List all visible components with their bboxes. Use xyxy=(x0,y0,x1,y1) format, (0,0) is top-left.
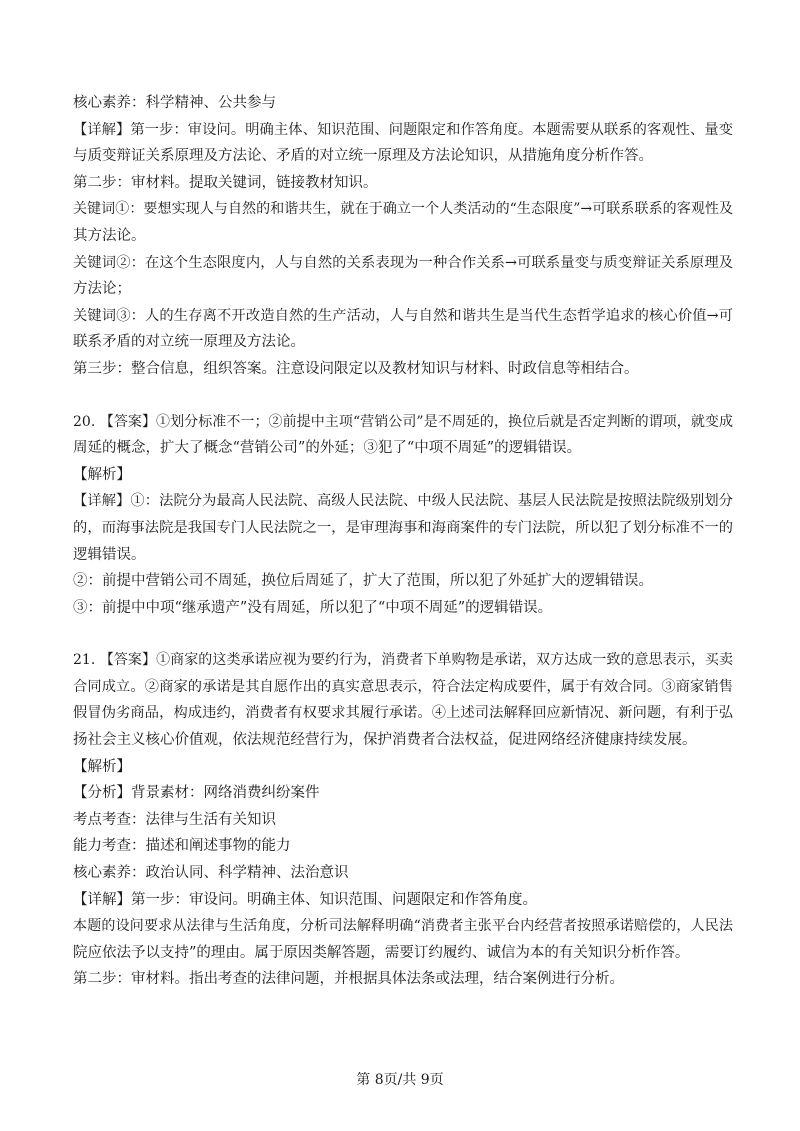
text-line: 逻辑错误。 xyxy=(73,546,146,563)
text-line: 核心素养：政治认同、科学精神、法治意识 xyxy=(73,865,349,882)
analysis-heading: 【解析】 xyxy=(73,758,131,775)
text-line: 【详解】第一步：审设问。明确主体、知识范围、问题限定和作答角度。本题需要从联系的客观性、量变 xyxy=(73,121,733,138)
analysis-heading: 【解析】 xyxy=(73,466,131,483)
text-line: 合同成立。②商家的承诺是其自愿作出的真实意思表示，符合法定构成要件，属于有效合同。③商家销售 xyxy=(73,678,733,695)
answer-line: 20. 【答案】①划分标准不一；②前提中主项“营销公司”是不周延的，换位后就是否定判断的谓项，就变成 xyxy=(73,413,733,430)
text-line: 【详解】第一步：审设问。明确主体、知识范围、问题限定和作答角度。 xyxy=(73,891,537,908)
text-line: 第三步：整合信息，组织答案。注意设问限定以及教材知识与材料、时政信息等相结合。 xyxy=(73,360,639,377)
section-gap xyxy=(73,383,733,409)
text-line: ②：前提中营销公司不周延，换位后周延了，扩大了范围，所以犯了外延扩大的逻辑错误。 xyxy=(73,573,653,590)
text-line: 周延的概念，扩大了概念“营销公司”的外延；③犯了“中项不周延”的逻辑错误。 xyxy=(73,440,582,457)
text-line: ③：前提中中项“继承遗产”没有周延，所以犯了“中项不周延”的逻辑错误。 xyxy=(73,599,553,616)
text-line: 能力考查：描述和阐述事物的能力 xyxy=(73,838,291,855)
text-line: 第二步：审材料。指出考查的法律问题，并根据具体法条或法理，结合案例进行分析。 xyxy=(73,971,624,988)
text-line: 本题的设问要求从法律与生活角度，分析司法解释明确“消费者主张平台内经营者按照承诺赔偿的，人民法 xyxy=(73,918,733,935)
q19-section xyxy=(73,90,733,383)
text-line: 假冒伪劣商品，构成违约，消费者有权要求其履行承诺。④上述司法解释回应新情况、新问题，有利于弘 xyxy=(73,705,733,722)
text-line: 第二步：审材料。提取关键词，链接教材知识。 xyxy=(73,174,378,191)
page-number: 第 8页/共 9页 xyxy=(356,1072,444,1088)
text-line: 的，而海事法院是我国专门人民法院之一，是审理海事和海商案件的专门法院，所以犯了划分标准不一的 xyxy=(73,519,733,536)
text-line: 关键词③：人的生存离不开改造自然的生产活动，人与自然和谐共生是当代生态哲学追求的核心价值→可 xyxy=(73,307,733,324)
q21-section xyxy=(73,647,733,993)
text-line: 关键词①：要想实现人与自然的和谐共生，就在于确立一个人类活动的“生态限度”→可联系联系的客观性及 xyxy=(73,201,733,218)
text-line: 院应依法予以支持”的理由。属于原因类解答题，需要订约履约、诚信为本的有关知识分析作答。 xyxy=(73,944,690,961)
text-line: 扬社会主义核心价值观，依法规范经营行为，保护消费者合法权益，促进网络经济健康持续发展。 xyxy=(73,732,697,749)
text-line: 与质变辩证关系原理及方法论、矛盾的对立统一原理及方法论知识，从措施角度分析作答。 xyxy=(73,148,653,165)
answer-line: 21. 【答案】①商家的这类承诺应视为要约行为，消费者下单购物是承诺，双方达成一致的意思表示，买卖 xyxy=(73,652,733,669)
text-line: 【详解】①：法院分为最高人民法院、高级人民法院、中级人民法院、基层人民法院是按照法院级别划分 xyxy=(73,493,733,510)
text-line: 方法论； xyxy=(73,281,131,298)
section-gap xyxy=(73,621,733,647)
text-line: 【分析】背景素材：网络消费纠纷案件 xyxy=(73,785,320,802)
document-page xyxy=(73,90,733,993)
text-line: 关键词②：在这个生态限度内，人与自然的关系表现为一种合作关系→可联系量变与质变辩证关系原理及 xyxy=(73,254,733,271)
text-line: 核心素养：科学精神、公共参与 xyxy=(73,95,276,111)
text-line: 联系矛盾的对立统一原理及方法论。 xyxy=(73,334,305,351)
q20-section xyxy=(73,409,733,622)
text-line: 其方法论。 xyxy=(73,227,146,244)
text-line: 考点考查：法律与生活有关知识 xyxy=(73,811,276,828)
